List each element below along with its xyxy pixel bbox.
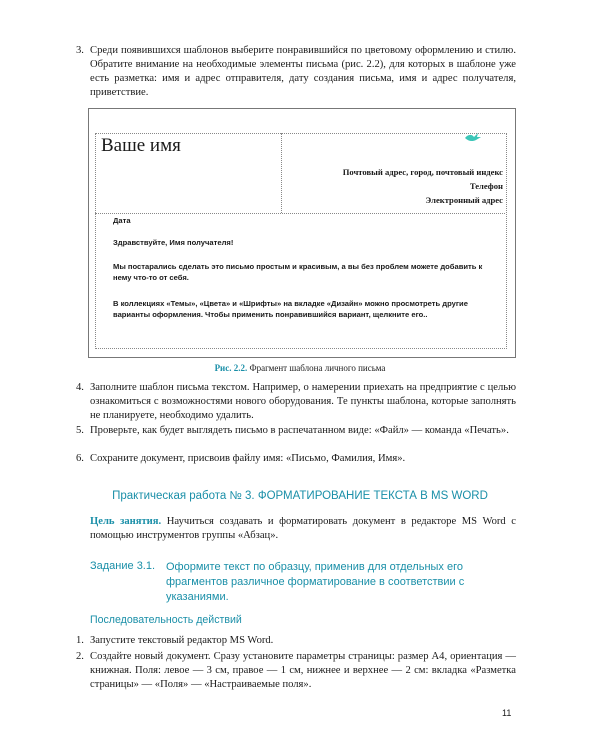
- list-number: 3.: [76, 45, 84, 56]
- list-item-3: [76, 44, 516, 100]
- sender-email: Электронный адрес: [425, 195, 503, 205]
- list-number: 5.: [76, 425, 84, 436]
- bird-icon: [464, 131, 482, 143]
- sender-phone: Телефон: [469, 181, 503, 191]
- list-item-6: [76, 452, 516, 466]
- list-number: 6.: [76, 453, 84, 464]
- list-item-5: [76, 424, 516, 438]
- template-divider: [95, 213, 505, 214]
- task-label: Задание 3.1.: [90, 560, 156, 572]
- list-number: 4.: [76, 382, 84, 393]
- list-number: 1.: [76, 635, 84, 646]
- sender-name: Ваше имя: [101, 135, 181, 156]
- page-number: 11: [502, 708, 512, 718]
- list-text: Среди появившихся шаблонов выберите понравившийся по цветовому оформлению и стилю. Обратите внимание на необходимые элементы письма (рис. 2.2), для которых в шаблоне уже есть разметка: имя и адрес отправителя, дату создания письма, имя и адрес получателя, приветствие.: [90, 45, 516, 98]
- lesson-goal: [90, 515, 516, 543]
- letter-paragraph: Мы постарались сделать это письмо простым и красивым, а вы без проблем можете добавить к нему что-то от себя.: [113, 262, 483, 282]
- step-item-1: [76, 634, 516, 648]
- figure-caption: [0, 363, 600, 373]
- list-text: Заполните шаблон письма текстом. Например, о намерении приехать на предприятие с целью ознакомиться с возможностями нового оборудования. Те пункты шаблона, которые заполнять не планируете, необходимо удалить.: [90, 382, 516, 421]
- list-text: Проверьте, как будет выглядеть письмо в распечатанном виде: «Файл» — команда «Печать».: [90, 425, 509, 436]
- sequence-title: Последовательность действий: [90, 614, 242, 626]
- step-item-2: [76, 650, 516, 692]
- letter-template-figure: [88, 108, 516, 358]
- template-divider: [281, 133, 282, 213]
- caption-label: Рис. 2.2.: [214, 363, 248, 373]
- list-text: Создайте новый документ. Сразу установите параметры страницы: размер А4, ориентация — книжная. Поля: левое — 3 см, правое — 1 см, нижнее и верхнее — 2 см: вкладка «Разметка страницы» — «Поля» — «Настраиваемые поля».: [90, 651, 516, 690]
- letter-paragraph: В коллекциях «Темы», «Цвета» и «Шрифты» на вкладке «Дизайн» можно просмотреть другие варианты оформления. Чтобы применить понравившийся вариант, щелкните его..: [113, 299, 468, 319]
- list-number: 2.: [76, 651, 84, 662]
- goal-text: Научиться создавать и форматировать документ в редакторе MS Word с помощью инструментов группы «Абзац».: [90, 516, 517, 541]
- sender-address: Почтовый адрес, город, почтовый индекс: [342, 167, 503, 177]
- letter-date: Дата: [113, 216, 131, 225]
- list-text: Запустите текстовый редактор MS Word.: [90, 635, 274, 646]
- list-text: Сохраните документ, присвоив файлу имя: «Письмо, Фамилия, Имя».: [90, 453, 406, 464]
- section-title: Практическая работа № 3. ФОРМАТИРОВАНИЕ ТЕКСТА В MS WORD: [112, 490, 488, 502]
- caption-text: Фрагмент шаблона личного письма: [249, 363, 386, 373]
- goal-label: Цель занятия.: [90, 516, 162, 527]
- list-item-4: [76, 381, 516, 423]
- task-text: Оформите текст по образцу, применив для отдельных его фрагментов различное форматирование в соответствии с указаниями.: [166, 561, 465, 603]
- letter-greeting: Здравствуйте, Имя получателя!: [113, 238, 234, 247]
